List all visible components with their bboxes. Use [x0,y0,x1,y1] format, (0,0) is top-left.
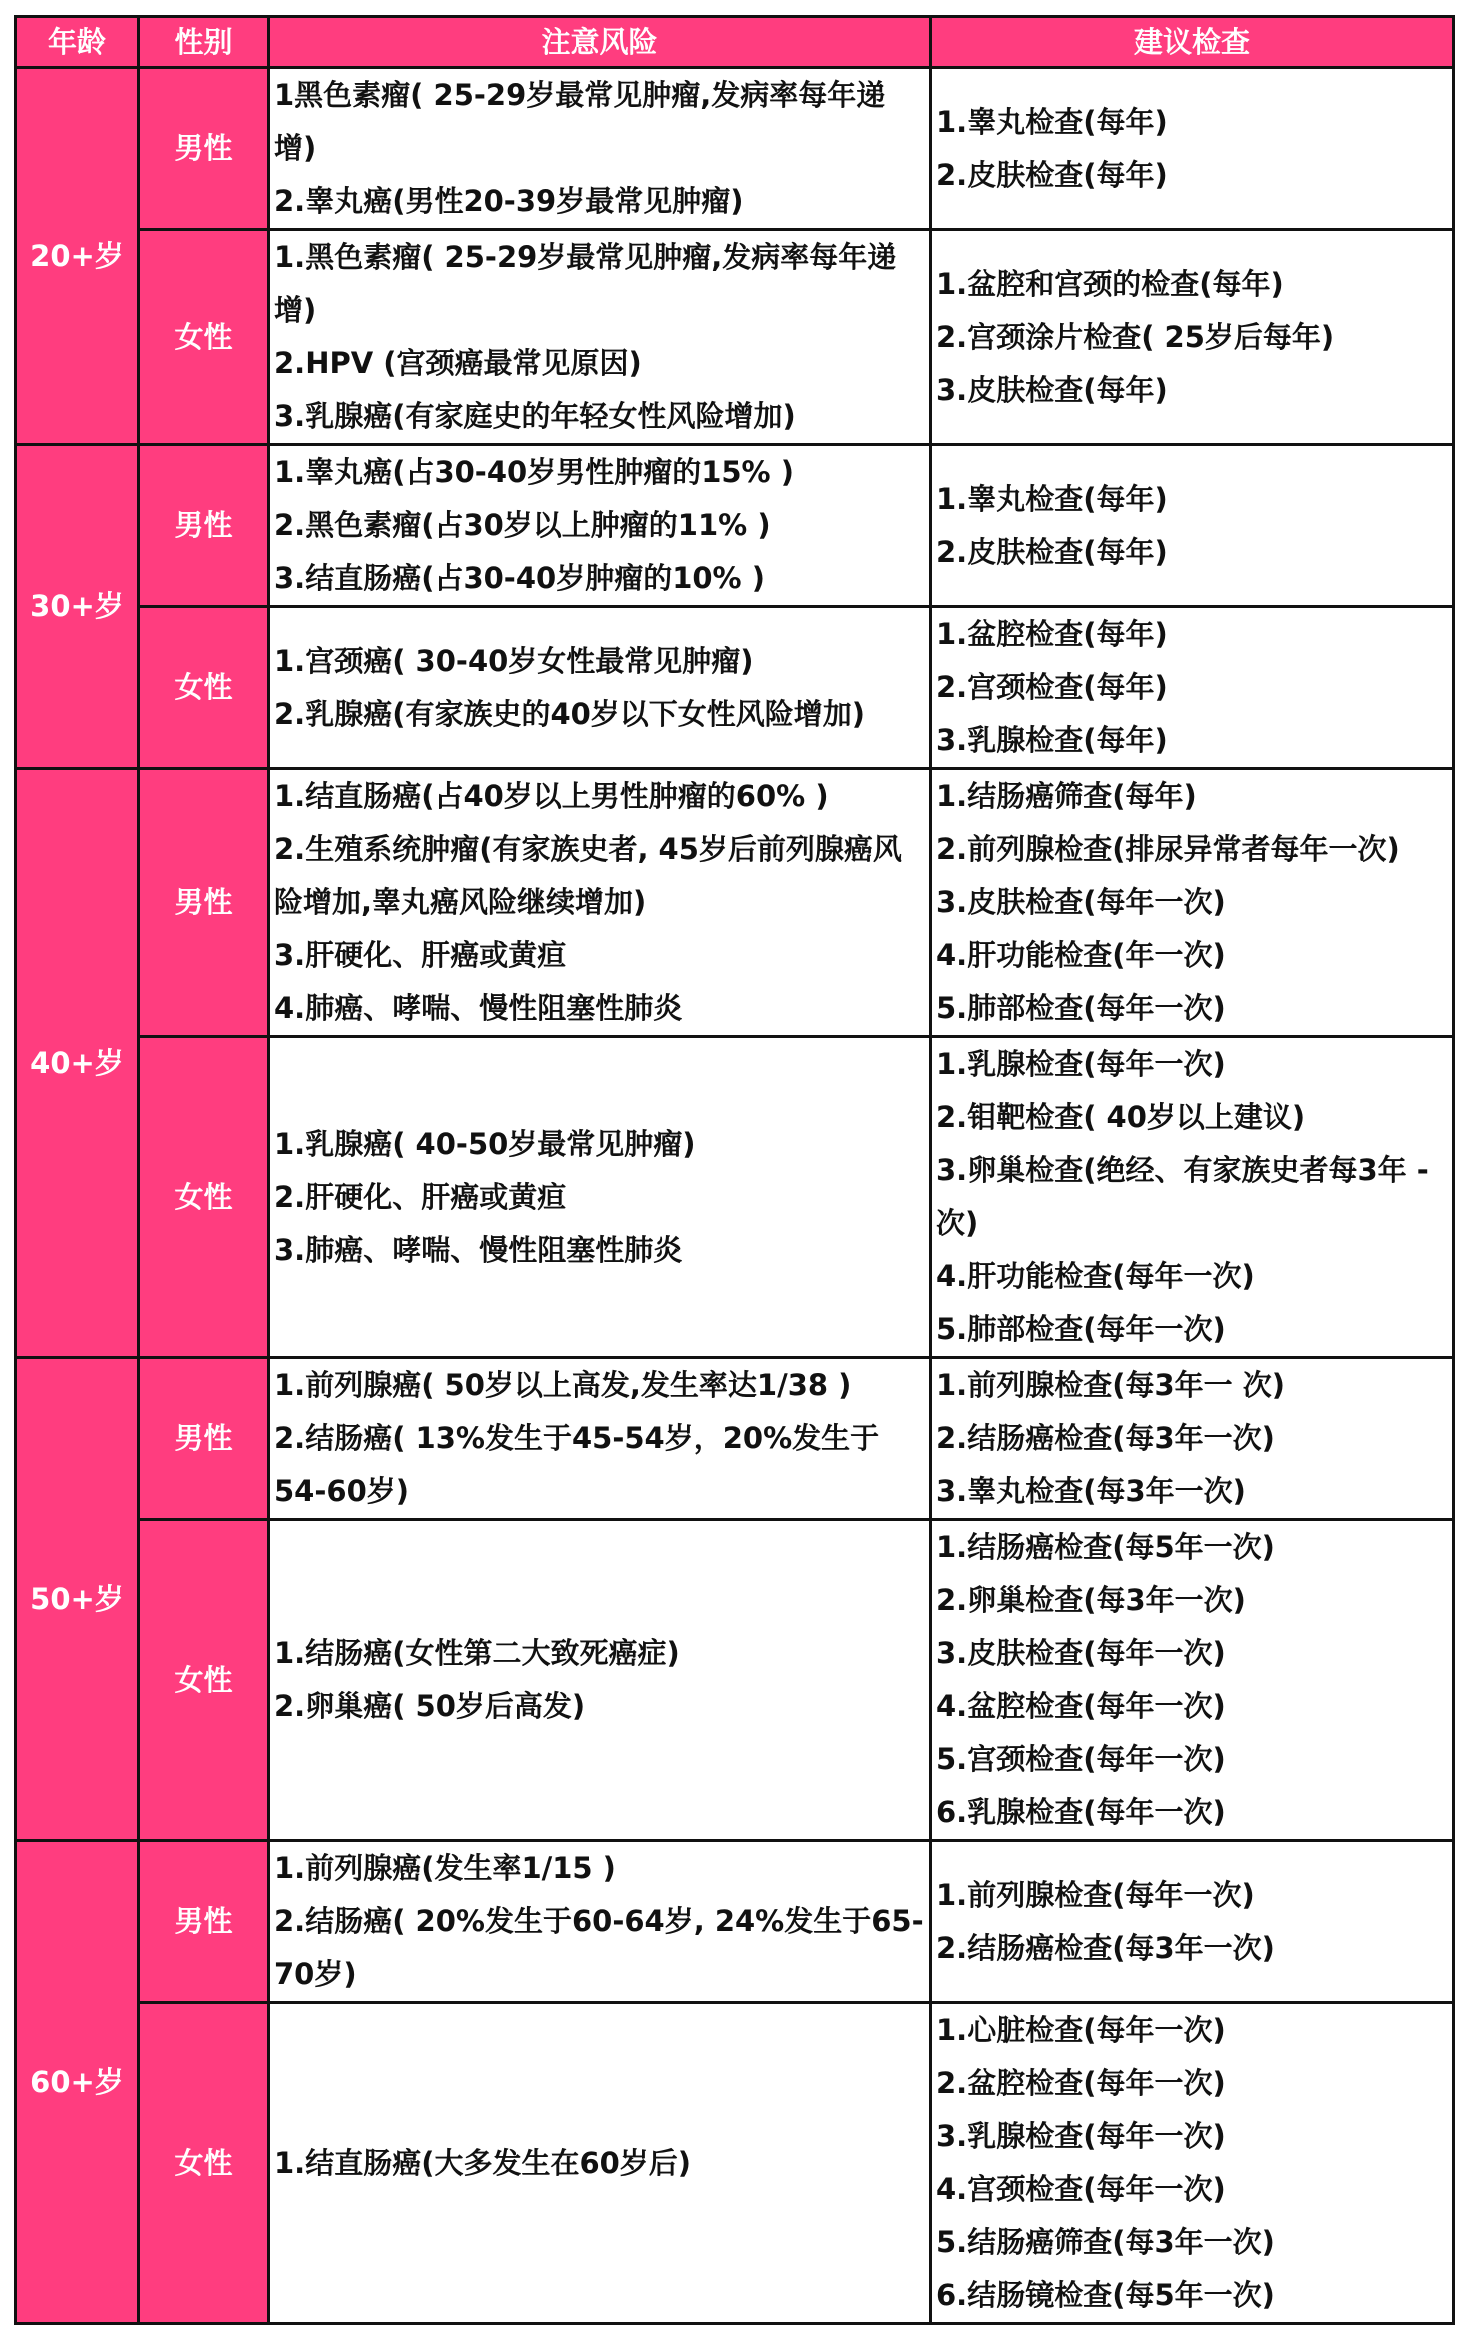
risk-item: 2.肝硬化、肝癌或黄疸 [274,1179,567,1214]
check-item: 3.乳腺检查(每年一次) [936,2119,1226,2153]
age-cell: 50+岁 [16,1358,139,1841]
check-item: 1.睾丸检查(每年) [936,104,1168,139]
check-item: 1.前列腺检查(每3年一 次) [936,1368,1285,1402]
risk-item: 2.睾丸癌(男性20-39岁最常见肿瘤) [274,184,744,218]
age-cell: 30+岁 [16,445,139,769]
gender-cell: 女性 [139,230,269,445]
gender-cell: 男性 [139,68,269,230]
gender-cell: 男性 [139,1841,269,2003]
check-item: 1.结肠癌筛查(每年) [936,779,1197,813]
risk-item: 4.肺癌、哮喘、慢性阻塞性肺炎 [274,991,683,1025]
table-row [16,769,1454,1037]
checks-cell [931,607,1454,769]
check-item: 3.皮肤检查(每年一次) [936,1636,1226,1670]
header-risks: 注意风险 [269,17,931,68]
check-item: 1.结肠癌检查(每5年一次) [936,1530,1275,1564]
check-item: 5.宫颈检查(每年一次) [936,1742,1226,1776]
check-item: 1.盆腔检查(每年) [936,617,1168,651]
risk-item: 2.生殖系统肿瘤(有家族史者, 45岁后前列腺癌风险增加,睾丸癌风险继续增加) [274,832,902,919]
check-item: 4.肝功能检查(年一次) [936,938,1226,972]
header-row [16,17,1454,68]
table-row [16,445,1454,607]
risk-item: 3.肺癌、哮喘、慢性阻塞性肺炎 [274,1232,683,1267]
check-item: 1.心脏检查(每年一次) [936,2013,1226,2047]
risk-item: 2.HPV (宫颈癌最常见原因) [274,346,642,380]
check-item: 5.肺部检查(每年一次) [936,1312,1226,1346]
check-item: 5.结肠癌筛查(每3年一次) [936,2225,1275,2259]
risk-item: 2.乳腺癌(有家族史的40岁以下女性风险增加) [274,696,866,731]
risks-cell [269,1841,931,2003]
risk-item: 2.黑色素瘤(占30岁以上肿瘤的11% ) [274,508,771,542]
risks-cell [269,1037,931,1358]
header-gender: 性别 [139,17,269,68]
risk-item: 3.乳腺癌(有家庭史的年轻女性风险增加) [274,399,796,433]
risk-item: 1.前列腺癌( 50岁以上高发,发生率达1/38 ) [274,1368,852,1402]
checks-cell [931,1841,1454,2003]
table-row [16,1520,1454,1841]
check-item: 6.结肠镜检查(每5年一次) [936,2278,1275,2312]
risk-item: 1.乳腺癌( 40-50岁最常见肿瘤) [274,1126,696,1161]
risk-item: 1.结肠癌(女性第二大致死癌症) [274,1636,680,1670]
risks-cell [269,445,931,607]
check-item: 3.皮肤检查(每年一次) [936,885,1226,919]
risks-cell [269,1520,931,1841]
risk-item: 2.卵巢癌( 50岁后高发) [274,1689,586,1723]
table-row [16,1841,1454,2003]
risks-cell [269,68,931,230]
risks-cell [269,1358,931,1520]
gender-cell: 男性 [139,1358,269,1520]
check-item: 1.睾丸检查(每年) [936,481,1168,516]
check-item: 4.盆腔检查(每年一次) [936,1689,1226,1723]
check-item: 2.宫颈涂片检查( 25岁后每年) [936,319,1335,354]
check-item: 6.乳腺检查(每年一次) [936,1795,1226,1829]
check-item: 2.卵巢检查(每3年一次) [936,1583,1246,1617]
check-item: 1.乳腺检查(每年一次) [936,1047,1226,1081]
checks-cell [931,445,1454,607]
check-item: 2.宫颈检查(每年) [936,670,1168,704]
check-item: 2.盆腔检查(每年一次) [936,2066,1226,2100]
risk-item: 3.结直肠癌(占30-40岁肿瘤的10% ) [274,561,765,595]
check-item: 5.肺部检查(每年一次) [936,991,1226,1025]
checks-cell [931,1520,1454,1841]
checks-cell [931,769,1454,1037]
gender-cell: 女性 [139,1037,269,1358]
checks-cell [931,230,1454,445]
check-item: 3.卵巢检查(绝经、有家族史者每3年 - 次) [936,1153,1429,1240]
checks-cell [931,1037,1454,1358]
check-item: 1.盆腔和宫颈的检查(每年) [936,266,1284,301]
checks-cell [931,1358,1454,1520]
gender-cell: 女性 [139,2003,269,2324]
risks-cell [269,2003,931,2324]
check-item: 3.睾丸检查(每3年一次) [936,1474,1246,1508]
risk-item: 1.睾丸癌(占30-40岁男性肿瘤的15% ) [274,455,794,489]
check-item: 2.皮肤检查(每年) [936,157,1168,192]
risk-item: 2.结肠癌( 20%发生于60-64岁, 24%发生于65-70岁) [274,1904,924,1991]
risks-cell [269,607,931,769]
check-item: 3.乳腺检查(每年) [936,723,1168,757]
check-item: 2.钼靶检查( 40岁以上建议) [936,1100,1306,1134]
table-row [16,1037,1454,1358]
risks-cell [269,769,931,1037]
table-row [16,607,1454,769]
checks-cell [931,2003,1454,2324]
check-item: 2.结肠癌检查(每3年一次) [936,1421,1275,1455]
risk-item: 3.肝硬化、肝癌或黄疸 [274,938,567,972]
header-age: 年龄 [16,17,139,68]
gender-cell: 女性 [139,1520,269,1841]
cancer-screening-table [14,15,1455,2325]
table-row [16,2003,1454,2324]
risk-item: 1.结直肠癌(占40岁以上男性肿瘤的60% ) [274,779,829,813]
check-item: 4.肝功能检查(每年一次) [936,1259,1255,1293]
table-row [16,230,1454,445]
gender-cell: 男性 [139,445,269,607]
check-item: 2.皮肤检查(每年) [936,534,1168,569]
header-checks: 建议检查 [931,17,1454,68]
check-item: 2.前列腺检查(排尿异常者每年一次) [936,832,1400,866]
check-item: 4.宫颈检查(每年一次) [936,2172,1226,2206]
age-cell: 20+岁 [16,68,139,445]
table-row [16,68,1454,230]
age-cell: 60+岁 [16,1841,139,2324]
age-cell: 40+岁 [16,769,139,1358]
gender-cell: 男性 [139,769,269,1037]
risk-item: 1黑色素瘤( 25-29岁最常见肿瘤,发病率每年递增) [274,78,886,165]
gender-cell: 女性 [139,607,269,769]
check-item: 1.前列腺检查(每年一次) [936,1877,1255,1912]
risk-item: 1.黑色素瘤( 25-29岁最常见肿瘤,发病率每年递增) [274,240,897,327]
risk-item: 2.结肠癌( 13%发生于45-54岁，20%发生于54-60岁) [274,1421,880,1508]
risk-item: 1.宫颈癌( 30-40岁女性最常见肿瘤) [274,643,754,678]
risk-item: 1.结直肠癌(大多发生在60岁后) [274,2145,692,2180]
table-row [16,1358,1454,1520]
check-item: 2.结肠癌检查(每3年一次) [936,1930,1275,1965]
check-item: 3.皮肤检查(每年) [936,372,1168,407]
risks-cell [269,230,931,445]
risk-item: 1.前列腺癌(发生率1/15 ) [274,1851,616,1885]
checks-cell [931,68,1454,230]
